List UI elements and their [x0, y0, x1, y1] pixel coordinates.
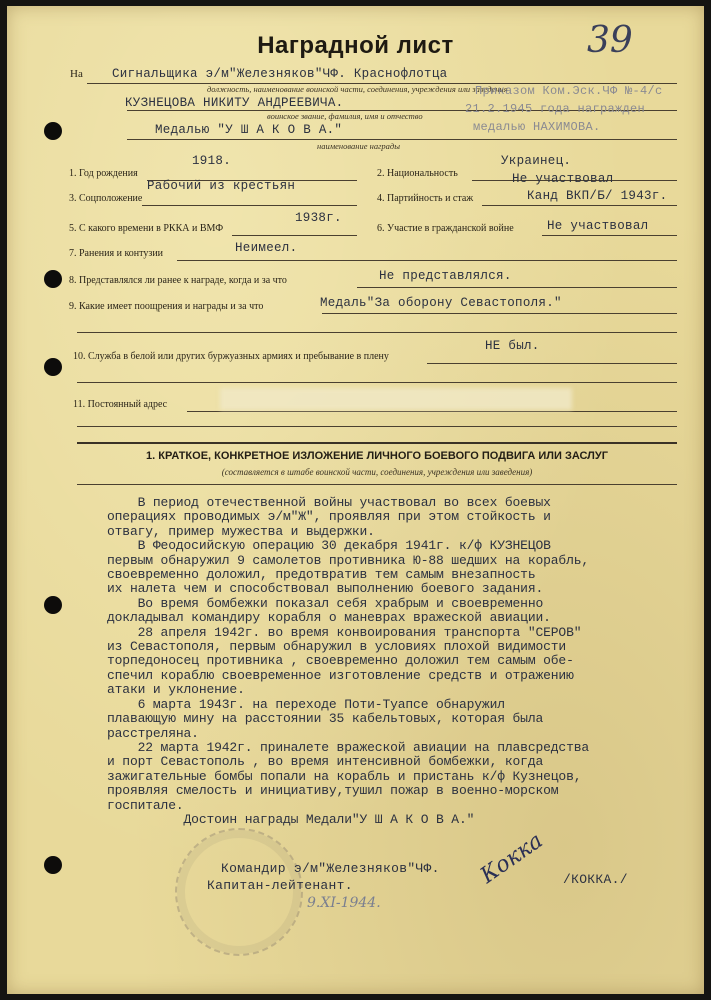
section-rule: [77, 484, 677, 485]
punch-hole: [44, 596, 62, 614]
body-line: плавающую мину на расстоянии 35 кабельтовых, которая была: [107, 711, 544, 727]
field-3-label: 3. Соцположение: [69, 193, 143, 204]
commander-rank: Капитан-лейтенант.: [207, 878, 353, 893]
award-note-2: 21.2.1945 года награжден: [465, 102, 646, 116]
field-4-label: 4. Партийность и стаж: [377, 193, 474, 204]
position-caption: должность, наименование воинской части, соединения, учреждения или заведения: [207, 84, 508, 94]
award-value: Медалью "У Ш А К О В А.": [155, 123, 343, 137]
field-4-value-a: Не участвовал: [512, 172, 614, 186]
page-number: 39: [587, 20, 633, 61]
body-line: спечил кораблю своевременное изготовление средств и отражению: [107, 667, 574, 683]
body-line: докладывал командиру корабля о маневрах вражеской авиации.: [107, 610, 551, 626]
field-5-label: 5. С какого времени в РККА и ВМФ: [69, 223, 224, 234]
body-line: отвагу, пример мужества и выдержки.: [107, 523, 375, 539]
award-note-1: Приказом Ком.Эск.ЧФ №-4/с: [475, 84, 663, 98]
field-10-value: НЕ был.: [485, 339, 540, 353]
field-rule: [542, 235, 677, 236]
award-sheet: [7, 6, 704, 994]
field-7-label: 7. Ранения и контузии: [69, 248, 164, 259]
body-line: Достоин награды Медали"У Ш А К О В А.": [107, 811, 475, 827]
section-title: 1. КРАТКОЕ, КОНКРЕТНОЕ ИЗЛОЖЕНИЕ ЛИЧНОГО БОЕВОГО ПОДВИГА ИЛИ ЗАСЛУГ: [146, 450, 608, 462]
body-line: операциях проводимых э/м"Ж", проявляя при этом стойкость и: [107, 509, 551, 525]
field-rule: [482, 205, 677, 206]
commander-signature: Кокка: [476, 828, 548, 889]
body-line: из Севастополя, первым обнаружил в условиях плохой видимости: [107, 639, 567, 655]
punch-hole: [44, 270, 62, 288]
field-rule: [142, 205, 357, 206]
body-line: торпедоносец противника , своевременно доложил тем самым обе-: [107, 653, 574, 669]
field-7-value: Неимеел.: [235, 241, 298, 255]
body-line: проявляя смелость и инициативу,тушил пожар в военно-морском: [107, 783, 559, 799]
body-line: расстреляна.: [107, 725, 199, 741]
section-subtitle: (составляется в штабе воинской части, соединения, учреждения или заведения): [221, 467, 533, 477]
body-line: их налета чем и способствовал выполнению боевого задания.: [107, 581, 544, 597]
body-line: 6 марта 1943г. на переходе Поти-Туапсе обнаружил: [107, 696, 505, 712]
field-rule: [427, 363, 677, 364]
field-rule: [177, 260, 677, 261]
punch-hole: [44, 122, 62, 140]
field-2-value: Украинец.: [501, 154, 572, 168]
punch-hole: [44, 856, 62, 874]
field-1-value: 1918.: [192, 154, 232, 168]
field-5-value: 1938г.: [295, 211, 342, 225]
field-6-value: Не участвовал: [547, 219, 649, 233]
field-3-value: Рабочий из крестьян: [147, 179, 296, 193]
commander-name: /КОККА./: [563, 872, 628, 887]
field-9-value: Медаль"За оборону Севастополя.": [320, 296, 562, 310]
field-9-label: 9. Какие имеет поощрения и награды и за что: [69, 301, 264, 312]
field-8-value: Не представлялся.: [379, 269, 512, 283]
punch-hole: [44, 358, 62, 376]
field-6-label: 6. Участие в гражданской войне: [377, 223, 514, 234]
body-line: атаки и уклонение.: [107, 682, 245, 698]
feat-description: [107, 496, 707, 827]
section-rule: [77, 442, 677, 444]
body-line: своевременно доложил, предотвратив тем самым внезапность: [107, 567, 536, 583]
field-10-label: 10. Служба в белой или других буржуазных армиях и пребывание в плену: [73, 351, 389, 362]
redacted-address: [220, 388, 572, 410]
award-caption: наименование награды: [317, 141, 400, 151]
signature-date: 9.XI-1944.: [307, 895, 381, 911]
body-line: В период отечественной войны участвовал во всех боевых: [107, 495, 551, 510]
commander-title: Командир э/м"Железняков"ЧФ.: [221, 861, 440, 876]
field-rule: [77, 426, 677, 427]
body-line: 28 апреля 1942г. во время конвоирования транспорта "СЕРОВ": [107, 624, 582, 640]
header-rule: [127, 139, 677, 140]
field-rule: [187, 411, 677, 412]
field-rule: [77, 382, 677, 383]
field-8-label: 8. Представлялся ли ранее к награде, когда и за что: [69, 275, 287, 286]
field-rule: [322, 313, 677, 314]
field-rule: [357, 287, 677, 288]
person-value: КУЗНЕЦОВА НИКИТУ АНДРЕЕВИЧА.: [125, 96, 344, 110]
body-line: В Феодосийскую операцию 30 декабря 1941г. к/ф КУЗНЕЦОВ: [107, 538, 551, 554]
field-1-label: 1. Год рождения: [69, 168, 138, 179]
position-value: Сигнальщика э/м"Железняков"ЧФ. Краснофлотца: [112, 67, 448, 81]
body-line: Во время бомбежки показал себя храбрым и своевременно: [107, 595, 544, 611]
field-rule: [77, 332, 677, 333]
body-line: госпитале.: [107, 797, 184, 813]
award-note-3: медалью НАХИМОВА.: [473, 120, 601, 134]
body-line: первым обнаружил 9 самолетов противника Ю-88 шедших на корабль,: [107, 552, 590, 568]
body-line: 22 марта 1942г. приналете вражеской авиации на плавсредства: [107, 739, 590, 755]
na-label: На: [70, 68, 83, 80]
field-4-value-b: Канд ВКП/Б/ 1943г.: [527, 189, 668, 203]
field-rule: [232, 235, 357, 236]
person-caption: воинское звание, фамилия, имя и отчество: [267, 111, 423, 121]
body-line: и порт Севастополь , во время интенсивной бомбежки, когда: [107, 754, 544, 770]
field-11-label: 11. Постоянный адрес: [73, 399, 168, 410]
body-line: зажигательные бомбы попали на корабль и пристань к/ф Кузнецов,: [107, 768, 582, 784]
field-2-label: 2. Национальность: [377, 168, 458, 179]
document-title: Наградной лист: [257, 32, 454, 59]
